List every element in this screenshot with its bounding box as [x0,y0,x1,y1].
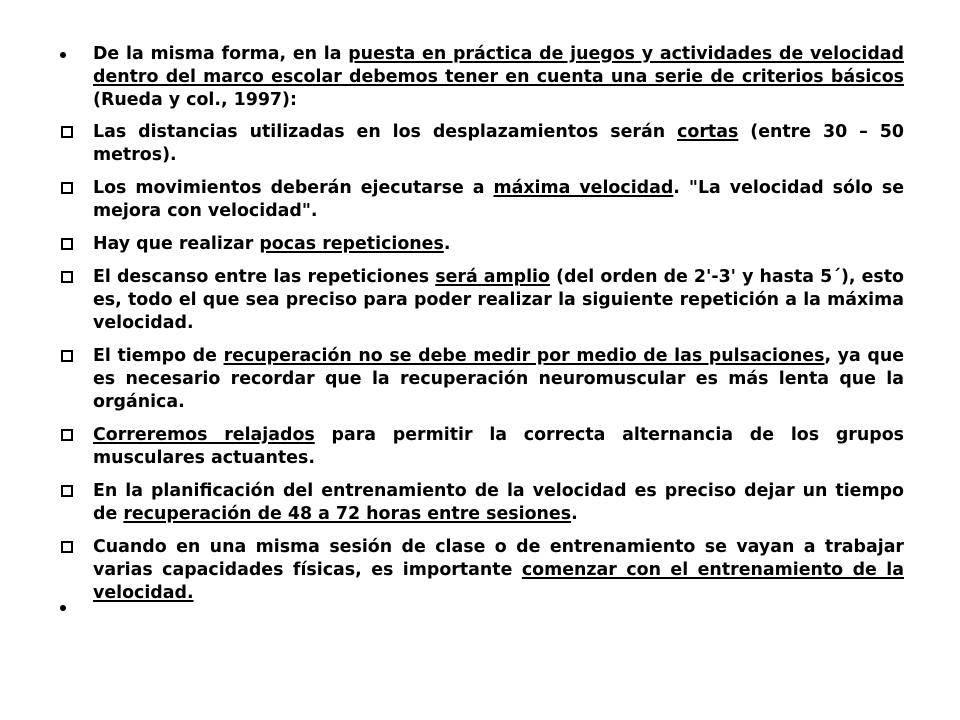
criterion-item-order [58,536,904,605]
criterion-text-end: . [443,234,451,254]
criterion-text: El descanso entre las repeticiones [93,267,436,287]
intro-citation: (Rueda y col., 1997): [93,90,297,110]
square-bullet-icon [58,480,78,503]
round-bullet-icon [58,596,78,619]
criterion-underlined-text: pocas repeticiones [259,234,444,254]
square-bullet-icon [58,266,78,289]
criterion-text: Los movimientos deberán ejecutarse a [93,178,494,198]
square-bullet-icon [58,177,78,200]
criterion-item-planning [58,480,904,526]
criterion-underlined-text: comenzar con el entrenamiento de la velocidad. [93,560,904,603]
square-bullet-icon [58,424,78,447]
criterion-text-end: . [571,504,578,524]
criterion-text: El tiempo de [93,346,224,366]
criterion-item-repetitions [58,233,904,256]
bullet-list [58,43,904,615]
criterion-item-rest [58,266,904,335]
criterion-item-speed [58,177,904,223]
criterion-underlined-text: será amplio [435,267,550,287]
criterion-text-end: (entre 30 – 50 metros). [93,122,904,165]
criterion-underlined-text: Correremos relajados [93,425,315,445]
square-bullet-icon [58,121,78,144]
criterion-item-relaxed [58,424,904,470]
criterion-underlined-text: máxima velocidad [493,178,674,198]
criterion-text-end: para permitir la correcta alternancia de los grupos musculares actuantes. [93,425,905,468]
criterion-underlined-text: recuperación de 48 a 72 horas entre sesiones [123,504,572,524]
intro-paragraph [58,43,904,112]
criterion-text-end: , ya que es necesario recordar que la recuperación neuromuscular es más lenta que la orgánica. [93,346,904,412]
square-bullet-icon [58,233,78,256]
round-bullet-icon [58,43,78,66]
criterion-underlined-text: recuperación no se debe medir por medio de las pulsaciones [223,346,825,366]
criterion-text: Cuando en una misma sesión de clase o de entrenamiento se vayan a trabajar varias capacidades físicas, es importante [93,537,904,580]
criterion-item-distances [58,121,904,167]
square-bullet-icon [58,536,78,559]
criterion-item-recovery [58,345,904,414]
criterion-text: Hay que realizar [93,234,260,254]
square-bullet-icon [58,345,78,368]
criterion-text-end: . "La velocidad sólo se mejora con velocidad". [93,178,905,221]
criterion-text: En la planificación del entrenamiento de la velocidad es preciso dejar un tiempo de [93,481,904,524]
criterion-underlined-text: cortas [677,122,739,142]
empty-bullet-item [58,596,78,619]
intro-text: De la misma forma, en la [93,44,349,64]
criterion-text-end: (del orden de 2'-3' y hasta 5´), esto es, todo el que sea preciso para poder realizar la siguiente repetición a la máxima velocidad. [93,267,905,333]
intro-underlined-text: puesta en práctica de juegos y actividades de velocidad dentro del marco escolar debemos tener en cuenta una serie de criterios básicos [93,44,904,87]
criterion-text: Las distancias utilizadas en los desplazamientos serán [93,122,678,142]
